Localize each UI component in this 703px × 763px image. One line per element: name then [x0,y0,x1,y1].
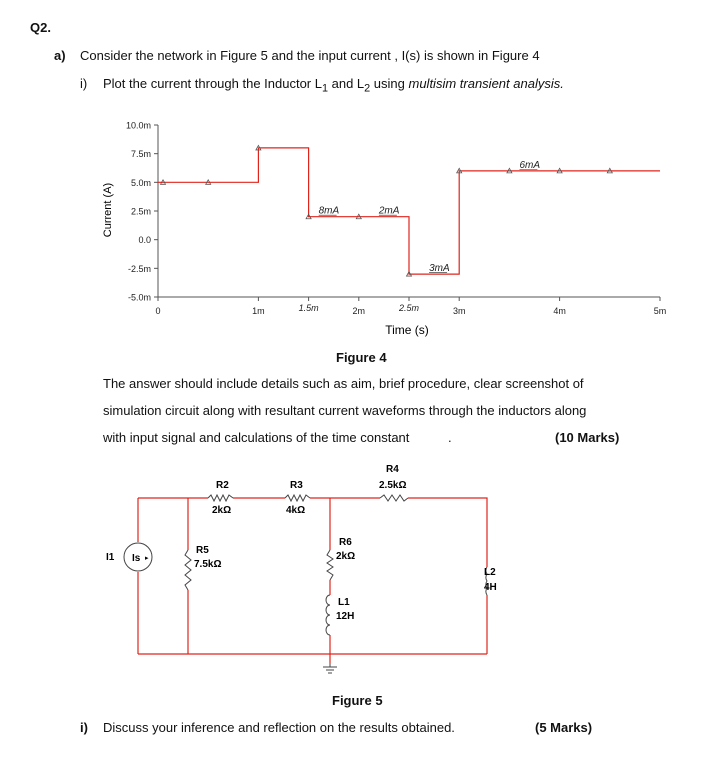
period-mark: . [448,430,452,445]
figure5-circuit [0,455,703,685]
figure4-caption: Figure 4 [336,350,387,365]
r3-resistor-symbol [285,495,310,501]
question-number: Q2. [30,20,51,35]
y-tick-label: 2.5m [130,206,151,217]
series-i1-line [158,148,660,274]
r6-resistor-symbol [327,550,333,580]
marks-5: (5 Marks) [535,720,593,735]
chart-labels [126,121,666,317]
ground-icon [323,663,337,673]
part-i-emphasis: multisim transient analysis. [408,76,564,91]
part-ii-text: Discuss your inference and reflection on the results obtained. [103,720,455,735]
source-label: Is [132,553,141,564]
instruction-line-1: The answer should include details such as aim, brief procedure, clear screenshot of [103,376,584,391]
part-i-and: and L [328,76,365,91]
x-tick-label: 4m [553,306,566,316]
r4-name: R4 [386,464,399,475]
l2-subscript: 2 [364,82,371,95]
figure5-caption: Figure 5 [332,693,383,708]
x-tick-label: 5m [653,306,667,316]
r2-name: R2 [216,480,229,491]
source-name: I1 [106,552,115,563]
annotation-label: 2mA [378,205,400,217]
l2-name: L2 [484,567,496,578]
part-i-main: Plot the current through the Inductor L [103,76,322,91]
part-ii-letter: i) [80,720,88,735]
y-tick-label: -2.5m [127,263,151,274]
r6-name: R6 [339,537,352,548]
x-axis-label: Time (s) [385,323,429,337]
l1-name: L1 [338,597,350,608]
l1-inductor-symbol [326,595,330,635]
instruction-line-3: with input signal and calculations of the time constant [103,430,410,445]
y-tick-label: 0.0 [138,235,151,246]
x-tick-label: 3m [452,306,466,316]
l1-subscript: 1 [321,82,328,95]
r5-value: 7.5kΩ [194,559,222,570]
part-a-text: Consider the network in Figure 5 and the input current , I(s) is shown in Figure 4 [80,48,540,63]
x-tick-label: 1m [252,306,265,316]
annotation-label: 8mA [318,205,340,217]
x-tick-label: 2.5m [398,303,420,313]
r2-value: 2kΩ [212,505,232,516]
y-tick-label: 5.0m [130,177,151,188]
l1-value: 12H [336,611,355,622]
annotation-label: 3mA [429,263,450,275]
part-i-using: using [370,76,409,91]
r6-value: 2kΩ [336,551,356,562]
r3-name: R3 [290,480,303,491]
r4-value: 2.5kΩ [379,480,407,491]
figure4-chart [0,0,703,345]
l2-value: 4H [484,582,497,593]
part-a-letter: a) [54,48,66,63]
r5-name: R5 [196,545,209,556]
annotation-label: 6mA [519,159,541,171]
y-tick-label: -5.0m [127,292,151,303]
x-tick-label: 2m [352,306,366,316]
x-tick-label: 1.5m [298,303,319,313]
y-tick-label: 7.5m [130,149,151,160]
x-tick-label: 0 [155,306,161,316]
y-tick-label: 10.0m [125,120,151,131]
y-axis-label: Current (A) [102,182,114,238]
r2-resistor-symbol [208,495,233,501]
r3-value: 4kΩ [286,505,306,516]
chart-series [158,145,660,276]
part-i-letter: i) [80,76,88,91]
r4-resistor-symbol [380,495,408,501]
marks-10: (10 Marks) [555,430,620,445]
instruction-line-2: simulation circuit along with resultant current waveforms through the inductors along [103,403,587,418]
r5-resistor-symbol [185,550,191,590]
source-arrow-icon: ▸ [145,555,149,562]
